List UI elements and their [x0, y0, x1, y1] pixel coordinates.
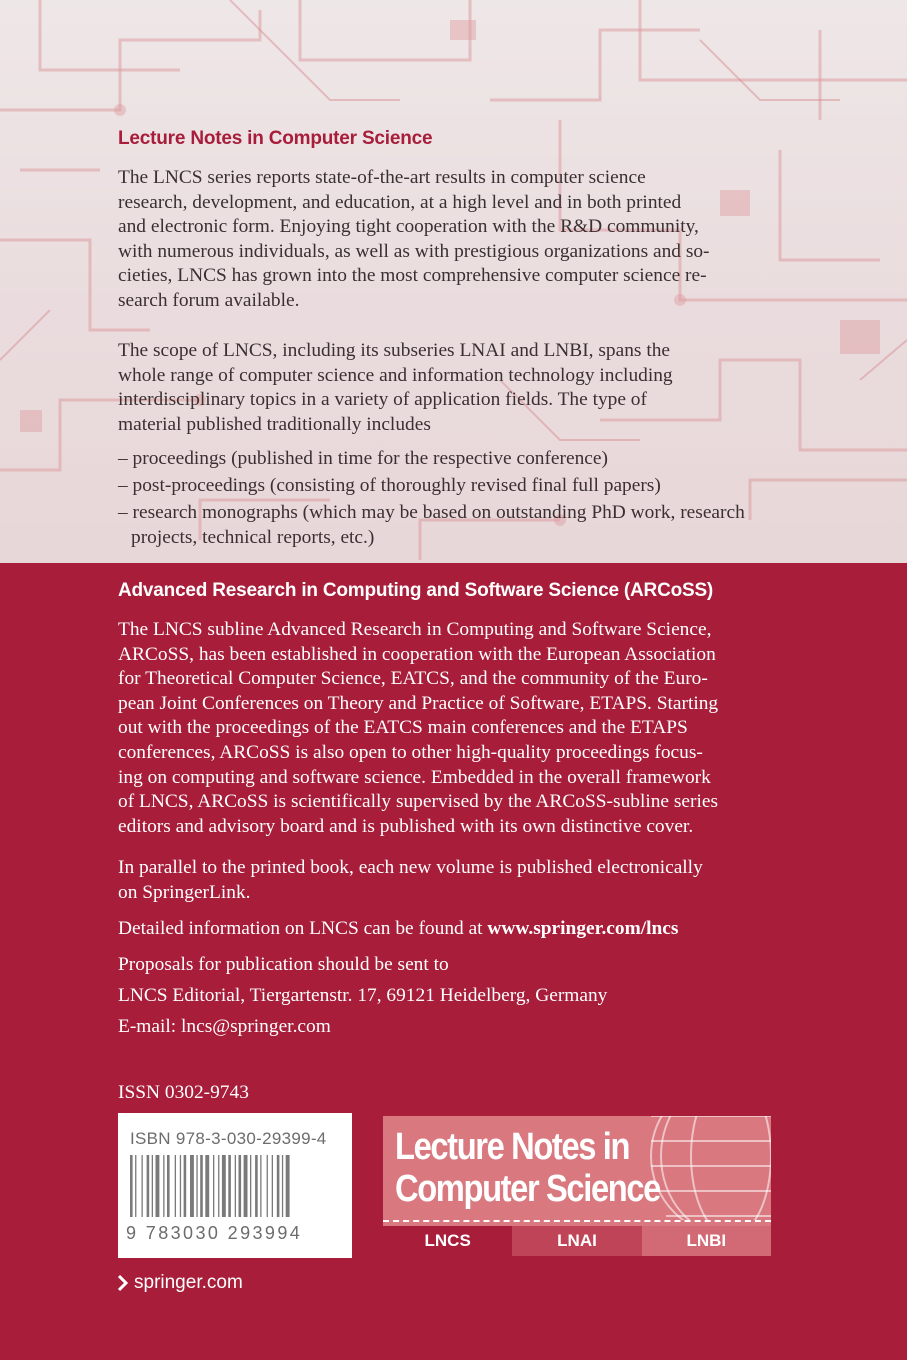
text-line: In parallel to the printed book, each new volume is published electronically: [118, 857, 703, 878]
barcode-bar: [267, 1155, 268, 1217]
barcode-bar: [190, 1155, 194, 1217]
barcode-bar: [260, 1155, 261, 1217]
isbn-barcode: [118, 1113, 352, 1258]
barcode-bar: [218, 1155, 219, 1217]
text-line: and electronic form. Enjoying tight cooperation with the R&D community,: [118, 216, 699, 237]
barcode-bar: [286, 1155, 290, 1217]
barcode-bar: [228, 1155, 231, 1217]
barcode-bar: [142, 1155, 143, 1217]
barcode-bar: [205, 1155, 209, 1217]
list-item: – research monographs (which may be based on outstanding PhD work, research projects, technical reports, etc.): [118, 502, 745, 548]
barcode-digits: 9 783030 293994: [126, 1223, 303, 1243]
subseries-lnbi: LNBI: [642, 1226, 771, 1256]
text-line: ing on computing and software science. Embedded in the overall framework: [118, 766, 711, 788]
barcode-bars: [128, 1155, 342, 1225]
email-line[interactable]: E-mail: lncs@springer.com: [118, 1016, 331, 1037]
lncs-heading: Lecture Notes in Computer Science: [118, 128, 433, 149]
barcode-bar: [200, 1155, 203, 1217]
lncs-description-panel: [0, 0, 907, 563]
detail-prefix: Detailed information on LNCS can be found at: [118, 918, 488, 939]
list-item: – post-proceedings (consisting of thoroughly revised final full papers): [118, 475, 661, 496]
issn-number: ISSN 0302-9743: [118, 1082, 249, 1103]
text-line: The LNCS subline Advanced Research in Computing and Software Science,: [118, 619, 712, 640]
barcode-bar: [180, 1155, 181, 1217]
text-line: for Theoretical Computer Science, EATCS, and the community of the Euro-: [118, 668, 708, 690]
text-line: The scope of LNCS, including its subseries LNAI and LNBI, spans the: [118, 340, 671, 361]
barcode-bar: [175, 1155, 176, 1217]
barcode-bar: [167, 1155, 170, 1217]
barcode-bar: [277, 1155, 280, 1217]
barcode-bar: [196, 1155, 197, 1217]
barcode-bar: [250, 1155, 251, 1217]
text-line: whole range of computer science and information technology including: [118, 364, 673, 386]
list-item: – proceedings (published in time for the respective conference): [118, 448, 608, 469]
barcode-bar: [135, 1155, 136, 1217]
isbn-label: ISBN 978-3-030-29399-4: [130, 1129, 327, 1148]
text-line: material published traditionally includes: [118, 413, 431, 435]
address-line: LNCS Editorial, Tiergartenstr. 17, 69121 Heidelberg, Germany: [118, 985, 608, 1006]
text-line: search forum available.: [118, 289, 300, 311]
barcode-bar: [255, 1155, 258, 1217]
springerlink-paragraph: [118, 856, 794, 905]
lncs-intro-paragraph: [118, 166, 758, 313]
text-line: with numerous individuals, as well as with prestigious organizations and so-: [118, 240, 710, 262]
barcode-bar: [282, 1155, 283, 1217]
text-line: The LNCS series reports state-of-the-art results in computer science: [118, 167, 646, 188]
barcode-bar: [272, 1155, 273, 1217]
text-line: pean Joint Conferences on Theory and Practice of Software, ETAPS. Starting: [118, 692, 719, 714]
text-line: research, development, and education, at a high level and in both printed: [118, 191, 682, 213]
barcode-bar: [152, 1155, 153, 1217]
text-line: on SpringerLink.: [118, 881, 251, 903]
text-line: conferences, ARCoSS is also open to other high-quality proceedings focus-: [118, 741, 703, 763]
barcode-bar: [130, 1155, 133, 1217]
text-line: of LNCS, ARCoSS is scientifically supervised by the ARCoSS-subline series: [118, 791, 719, 813]
lncs-scope-paragraph: [118, 339, 758, 437]
springer-link[interactable]: [118, 1272, 243, 1294]
logo-title-line2: Computer Science: [395, 1168, 660, 1210]
barcode-bar: [239, 1155, 242, 1217]
barcode-bar: [156, 1155, 160, 1217]
barcode-bar: [147, 1155, 150, 1217]
springer-link-text: springer.com: [134, 1272, 243, 1293]
barcode-bar: [184, 1155, 187, 1217]
barcode-bar: [213, 1155, 214, 1217]
logo-title-line1: Lecture Notes in: [395, 1126, 630, 1168]
text-line: interdisciplinary topics in a variety of application fields. The type of: [118, 389, 647, 410]
text-line: ARCoSS, has been established in cooperation with the European Association: [118, 643, 716, 665]
logo-divider: [383, 1220, 771, 1222]
text-line: cieties, LNCS has grown into the most comprehensive computer science re-: [118, 265, 707, 286]
text-line: out with the proceedings of the EATCS main conferences and the ETAPS: [118, 717, 688, 739]
logo-subseries-bar: [383, 1226, 771, 1256]
arcoss-paragraph: [118, 618, 794, 839]
lncs-url-link[interactable]: www.springer.com/lncs: [487, 918, 679, 939]
proposals-line: Proposals for publication should be sent to: [118, 954, 449, 975]
subseries-lncs: LNCS: [383, 1226, 512, 1256]
barcode-bar: [235, 1155, 236, 1217]
subseries-lnai: LNAI: [512, 1226, 641, 1256]
barcode-bar: [222, 1155, 226, 1217]
arcoss-heading: Advanced Research in Computing and Software Science (ARCoSS): [118, 580, 714, 601]
text-line: editors and advisory board and is published with its own distinctive cover.: [118, 815, 694, 837]
barcode-bar: [244, 1155, 248, 1217]
detail-info-line: [118, 918, 678, 940]
chevron-right-icon: [118, 1275, 128, 1291]
barcode-bar: [163, 1155, 164, 1217]
lncs-series-logo: [383, 1116, 771, 1256]
